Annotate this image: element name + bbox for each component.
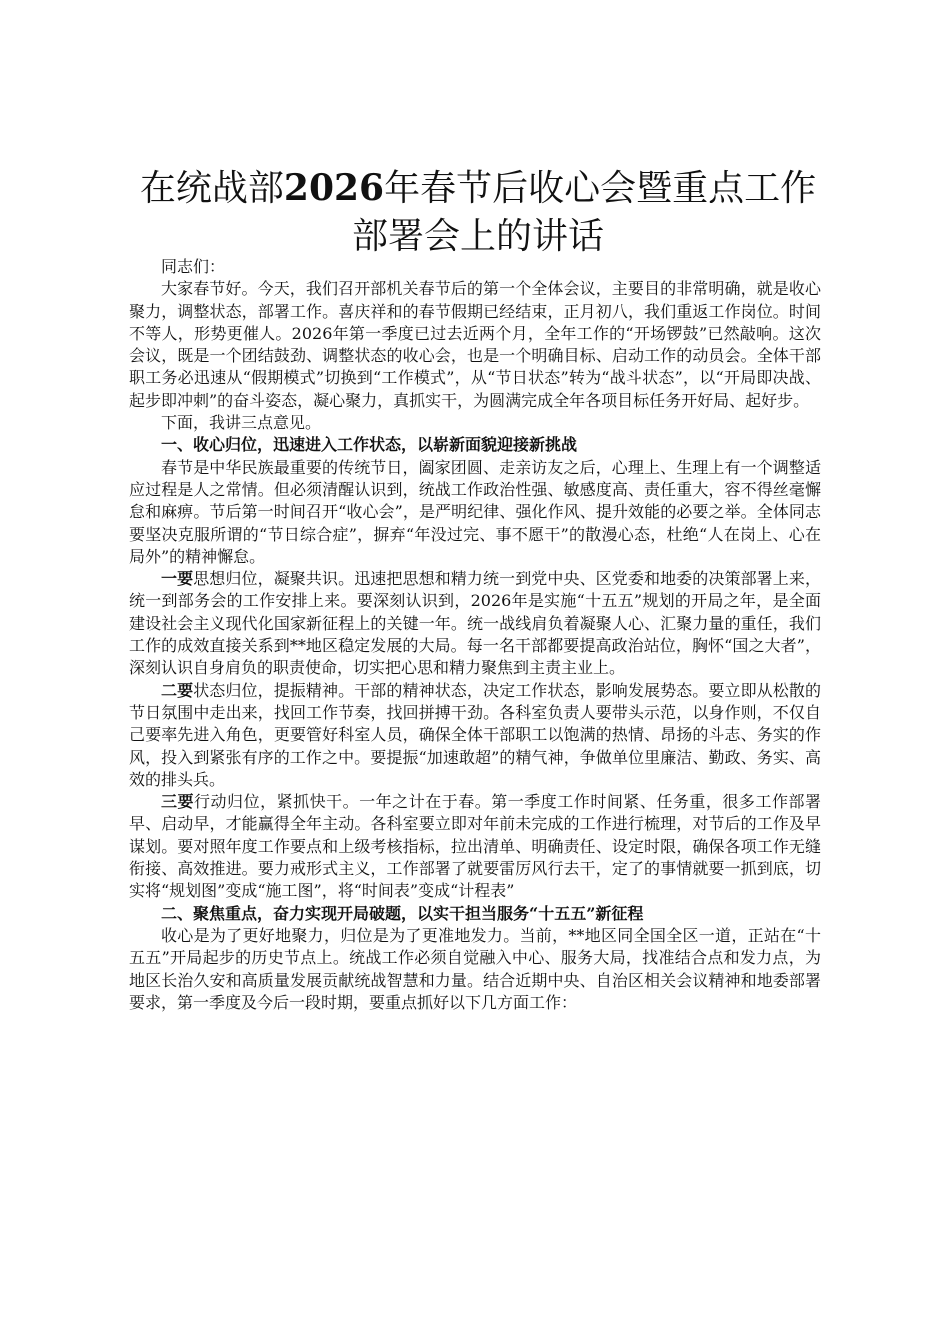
point-1-text: 思想归位，凝聚共识。迅速把思想和精力统一到党中央、区党委和地委的决策部署上来，统一到部务会的工作安排上来。要深刻认识到，2026年是实施“十五五”规划的开局之年，是全面建设社会主义现代化国家新征程上的关键一年。统一战线肩负着凝聚人心、汇聚力量的重任，我们工作的成效直接关系到**地区稳定发展的大局。每一名干部都要提高政治站位，胸怀“国之大者”，深刻认识自身肩负的职责使命，切实把心思和精力聚焦到主责主业上。 [129,569,821,678]
title-year: 2026 [283,167,385,209]
salutation: 同志们： [161,257,226,276]
point-1-lead: 一要 [161,569,194,589]
point-3-paragraph [129,791,821,902]
point-2-text: 状态归位，提振精神。干部的精神状态，决定工作状态，影响发展势态。要立即从松散的节日氛围中走出来，找回工作节奏，找回拼搏干劲。各科室负责人要带头示范，以身作则，不仅自己要率先进入角色，更要管好科室人员，确保全体干部职工以饱满的热情、昂扬的斗志、务实的作风，投入到紧张有序的工作之中。要提振“加速敢超”的精气神，争做单位里廉洁、勤政、务实、高效的排头兵。 [129,680,821,789]
intro-paragraph: 大家春节好。今天，我们召开部机关春节后的第一个全体会议，主要目的非常明确，就是收心聚力，调整状态，部署工作。喜庆祥和的春节假期已经结束，正月初八，我们重返工作岗位。时间不等人，形势更催人。2026年第一季度已过去近两个月，全年工作的“开场锣鼓”已然敲响。这次会议，既是一个团结鼓劲、调整状态的收心会，也是一个明确目标、启动工作的动员会。全体干部职工务必迅速从“假期模式”切换到“工作模式”，从“节日状态”转为“战斗状态”，以“开局即决战、起步即冲刺”的奋斗姿态，凝心聚力，真抓实干，为圆满完成全年各项目标任务开好局、起好步。 [129,279,821,410]
title-suffix: 年春节后收心会暨重点工作部署会上的讲话 [351,168,817,257]
document-title [128,164,828,261]
title-prefix: 在统战部 [139,168,284,209]
section-1-heading: 一、收心归位，迅速进入工作状态，以崭新面貌迎接新挑战 [161,435,578,455]
point-3-lead: 三要 [161,792,195,812]
point-2-lead: 二要 [161,680,194,700]
transition-paragraph: 下面，我讲三点意见。 [161,413,322,433]
point-2-paragraph [129,680,821,791]
section-1-paragraph: 春节是中华民族最重要的传统节日，阖家团圆、走亲访友之后，心理上、生理上有一个调整适应过程是人之常情。但必须清醒认识到，统战工作政治性强、敏感度高、责任重大，容不得丝毫懈怠和麻痹。节后第一时间召开“收心会”，是严明纪律、强化作风、提升效能的必要之举。全体同志要坚决克服所谓的“节日综合症”，摒弃“年没过完、事不愿干”的散漫心态，杜绝“人在岗上、心在局外”的精神懈怠。 [129,457,821,566]
point-1-paragraph [129,568,821,679]
document-body [129,256,821,1014]
section-2-heading: 二、聚焦重点，奋力实现开局破题，以实干担当服务“十五五”新征程 [161,903,644,923]
point-3-text: 行动归位，紧抓快干。一年之计在于春。第一季度工作时间紧、任务重，很多工作部署早、启动早，才能赢得全年主动。各科室要立即对年前未完成的工作进行梳理，对节后的工作及早谋划。要对照年度工作要点和上级考核指标，拉出清单、明确责任、设定时限，确保各项工作无缝衔接、高效推进。要力戒形式主义，工作部署了就要雷厉风行去干，定了的事情就要一抓到底，切实将“规划图”变成“施工图”，将“时间表”变成“计程表” [129,792,821,901]
section-2-paragraph: 收心是为了更好地聚力，归位是为了更准地发力。当前，**地区同全国全区一道，正站在“十五五”开局起步的历史节点上。统战工作必须自觉融入中心、服务大局，找准结合点和发力点，为地区长治久安和高质量发展贡献统战智慧和力量。结合近期中央、自治区相关会议精神和地委部署要求，第一季度及今后一段时期，要重点抓好以下几方面工作： [129,925,821,1012]
